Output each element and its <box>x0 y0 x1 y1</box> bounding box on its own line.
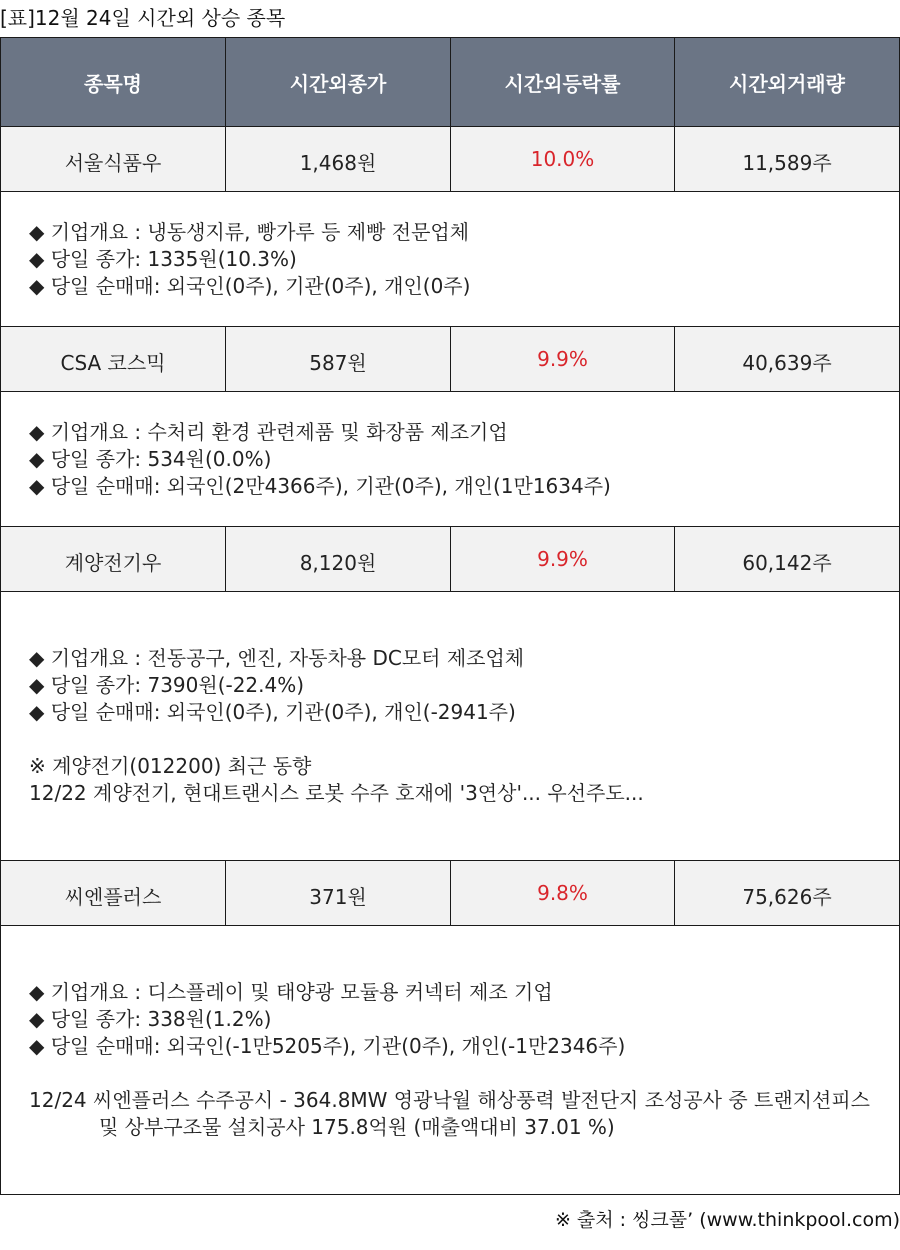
spacer <box>29 726 893 753</box>
net-trading-line: ◆ 당일 순매매: 외국인(-1만5205주), 기관(0주), 개인(-1만2346주) <box>29 1034 626 1058</box>
volume: 11,589주 <box>675 127 900 192</box>
volume: 60,142주 <box>675 527 900 592</box>
net-trading-line: ◆ 당일 순매매: 외국인(2만4366주), 기관(0주), 개인(1만1634주) <box>29 473 611 498</box>
company-overview: ◆ 기업개요 : 전동공구, 엔진, 자동차용 DC모터 제조업체 <box>29 646 525 670</box>
volume: 40,639주 <box>675 327 900 392</box>
closing-price-line: ◆ 당일 종가: 7390원(-22.4%) <box>29 673 305 697</box>
company-overview: ◆ 기업개요 : 디스플레이 및 태양광 모듈용 커넥터 제조 기업 <box>29 980 553 1004</box>
close-price: 587원 <box>226 327 451 392</box>
header-change-rate: 시간외등락률 <box>451 38 675 127</box>
detail-row <box>1 392 900 527</box>
stock-name: 서울식품우 <box>1 127 226 192</box>
stock-name: CSA 코스믹 <box>1 327 226 392</box>
table-row <box>1 327 900 392</box>
header-row <box>1 38 900 127</box>
table-row <box>1 861 900 926</box>
detail-cell <box>1 592 900 861</box>
close-price: 371원 <box>226 861 451 926</box>
table-row <box>1 527 900 592</box>
volume: 75,626주 <box>675 861 900 926</box>
header-volume: 시간외거래량 <box>675 38 900 127</box>
change-rate: 9.9% <box>451 527 675 592</box>
header-stock-name: 종목명 <box>1 38 226 127</box>
detail-cell <box>1 192 900 327</box>
closing-price-line: ◆ 당일 종가: 338원(1.2%) <box>29 1007 272 1031</box>
close-price: 1,468원 <box>226 127 451 192</box>
change-rate: 9.9% <box>451 327 675 392</box>
company-overview: ◆ 기업개요 : 수처리 환경 관련제품 및 화장품 제조기업 <box>29 419 508 444</box>
company-overview: ◆ 기업개요 : 냉동생지류, 빵가루 등 제빵 전문업체 <box>29 219 470 244</box>
spacer <box>29 1060 893 1087</box>
detail-row <box>1 592 900 861</box>
change-rate: 9.8% <box>451 861 675 926</box>
closing-price-line: ◆ 당일 종가: 534원(0.0%) <box>29 446 272 471</box>
closing-price-line: ◆ 당일 종가: 1335원(10.3%) <box>29 246 297 271</box>
table-caption: [표]12월 24일 시간외 상승 종목 <box>0 6 286 30</box>
news-item: 12/24 씨엔플러스 수주공시 - 364.8MW 영광낙월 해상풍력 발전단지 조성공사 중 트랜지션피스 및 상부구조물 설치공사 175.8억원 (매출액대비 37.01 %) <box>29 1088 870 1139</box>
detail-row <box>1 192 900 327</box>
after-hours-table <box>0 37 900 1195</box>
detail-row <box>1 926 900 1195</box>
net-trading-line: ◆ 당일 순매매: 외국인(0주), 기관(0주), 개인(0주) <box>29 273 471 298</box>
net-trading-line: ◆ 당일 순매매: 외국인(0주), 기관(0주), 개인(-2941주) <box>29 700 516 724</box>
news-item: 12/22 계양전기, 현대트랜시스 로봇 수주 호재에 '3연상'... 우선주도... <box>29 781 644 805</box>
header-close-price: 시간외종가 <box>226 38 451 127</box>
source-note: ※ 출처 : 씽크풀’ (www.thinkpool.com) <box>554 1209 900 1231</box>
stock-name: 씨엔플러스 <box>1 861 226 926</box>
stock-name: 계양전기우 <box>1 527 226 592</box>
table-row <box>1 127 900 192</box>
news-heading: ※ 계양전기(012200) 최근 동향 <box>29 754 312 778</box>
change-rate: 10.0% <box>451 127 675 192</box>
detail-cell <box>1 926 900 1195</box>
detail-cell <box>1 392 900 527</box>
close-price: 8,120원 <box>226 527 451 592</box>
